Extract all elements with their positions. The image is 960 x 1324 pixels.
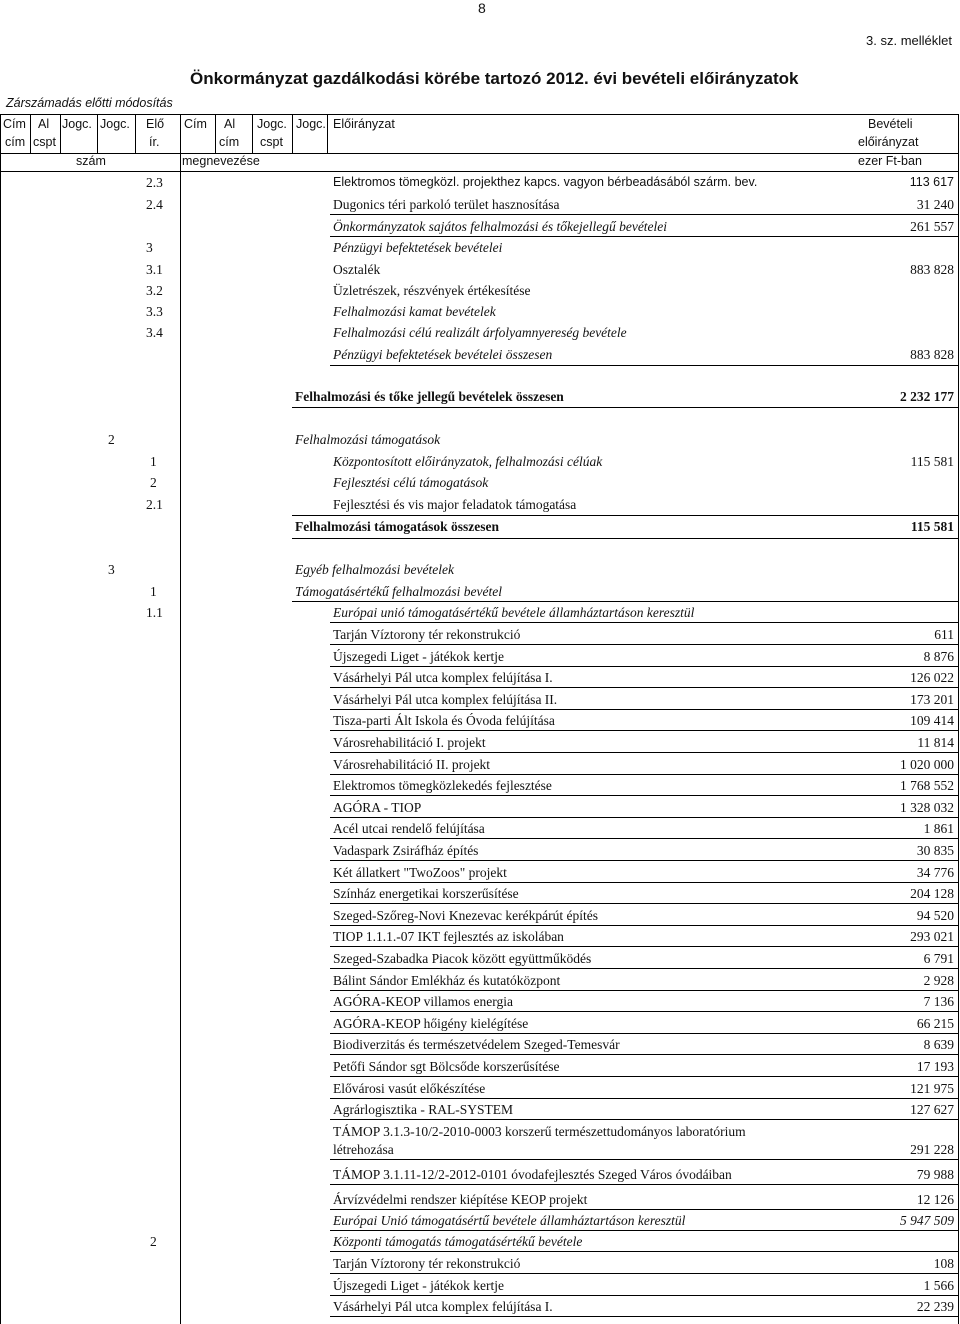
col-jogc-2: Jogc. bbox=[100, 117, 130, 131]
row-code: 3.3 bbox=[146, 304, 163, 319]
item-value: 115 581 bbox=[910, 454, 954, 469]
kozp-item-label: Vásárhelyi Pál utca komplex felújítása I. bbox=[333, 1299, 553, 1314]
divider bbox=[330, 946, 958, 947]
sub-code: 1 bbox=[150, 584, 157, 599]
project-value: 293 021 bbox=[910, 929, 954, 945]
kozp-item-value: 108 bbox=[933, 1256, 954, 1271]
section-code: 3 bbox=[108, 562, 115, 577]
divider bbox=[292, 515, 958, 516]
project-label: Szeged-Szőreg-Novi Knezevac kerékpárút építés bbox=[333, 907, 599, 923]
divider bbox=[330, 1230, 958, 1231]
project-value: 109 414 bbox=[910, 713, 954, 729]
col-megnevezese: megnevezése bbox=[182, 154, 260, 168]
divider bbox=[330, 687, 958, 688]
project-label: Vásárhelyi Pál utca komplex felújítása II. bbox=[333, 691, 558, 707]
page-number: 8 bbox=[478, 0, 486, 16]
row-label: Osztalék bbox=[333, 262, 381, 277]
row-code: 3.1 bbox=[146, 262, 163, 277]
project-value: 126 022 bbox=[910, 670, 954, 686]
divider bbox=[330, 774, 958, 775]
col-cim: Cím bbox=[3, 117, 26, 131]
divider bbox=[330, 1033, 958, 1034]
project-value: 2 928 bbox=[923, 972, 954, 988]
kozp-item-value: 1 566 bbox=[923, 1277, 954, 1293]
project-value: 12 126 bbox=[916, 1192, 954, 1207]
project-label: Városrehabilitáció I. projekt bbox=[333, 735, 486, 750]
row-label: Önkormányzatok sajátos felhalmozási és tőkejellegű bevételei bbox=[333, 219, 668, 234]
project-label: Agrárlogisztika - RAL-SYSTEM bbox=[333, 1102, 513, 1118]
divider bbox=[330, 1209, 958, 1210]
col-al: Al bbox=[38, 117, 50, 131]
project-value: 291 228 bbox=[910, 1142, 954, 1157]
col-szam: szám bbox=[76, 154, 106, 168]
row-label: Pénzügyi befektetések bevételei bbox=[333, 240, 503, 255]
project-label: TÁMOP 3.1.11-12/2-2012-0101 óvodafejlesztés Szeged Város óvodáiban bbox=[333, 1167, 732, 1182]
project-label: AGÓRA - TIOP bbox=[333, 799, 422, 815]
divider bbox=[330, 838, 958, 839]
project-label: TIOP 1.1.1.-07 IKT fejlesztés az iskolában bbox=[333, 929, 564, 945]
divider bbox=[330, 730, 958, 731]
divider bbox=[330, 968, 958, 969]
project-label: Petőfi Sándor sgt Bölcsőde korszerűsítése bbox=[333, 1059, 560, 1074]
project-value: 34 776 bbox=[916, 864, 954, 880]
project-label: AGÓRA-KEOP villamos energia bbox=[333, 994, 513, 1010]
project-value: 79 988 bbox=[916, 1167, 954, 1182]
divider bbox=[330, 709, 958, 710]
divider bbox=[330, 1316, 958, 1317]
eu-code: 1.1 bbox=[146, 605, 163, 620]
project-value: 1 861 bbox=[923, 821, 954, 837]
divider bbox=[330, 1119, 958, 1120]
divider bbox=[292, 601, 958, 602]
project-value: 8 876 bbox=[923, 648, 954, 664]
project-value: 1 768 552 bbox=[900, 778, 954, 794]
kozp-label: Központi támogatás támogatásértékű bevétele bbox=[333, 1234, 583, 1249]
divider bbox=[292, 407, 958, 408]
col-cspt-r: cspt bbox=[260, 135, 283, 149]
row-value: 31 240 bbox=[916, 197, 954, 212]
project-label: Bálint Sándor Emlékház és kutatóközpont bbox=[333, 972, 561, 988]
project-value: 6 791 bbox=[923, 951, 954, 966]
project-value: 1 020 000 bbox=[900, 756, 954, 772]
row-value: 113 617 bbox=[909, 175, 954, 189]
divider bbox=[330, 795, 958, 796]
row-code: 3.4 bbox=[146, 325, 163, 340]
divider bbox=[330, 882, 958, 883]
project-value: 7 136 bbox=[923, 994, 954, 1010]
divider bbox=[330, 622, 958, 623]
sub-label: Támogatásértékű felhalmozási bevétel bbox=[295, 584, 502, 599]
total-value: 2 232 177 bbox=[900, 389, 954, 404]
row-label: Elektromos tömegközl. projekthez kapcs. vagyon bérbeadásából szárm. bev. bbox=[333, 175, 758, 189]
project-label: Tarján Víztorony tér rekonstrukció bbox=[333, 627, 521, 642]
divider bbox=[330, 1076, 958, 1077]
col-al-r: Al bbox=[224, 117, 236, 131]
project-value: 173 201 bbox=[910, 691, 954, 707]
divider bbox=[330, 903, 958, 904]
project-label: Tisza-parti Ált Iskola és Óvoda felújítása bbox=[333, 713, 555, 729]
divider bbox=[330, 365, 958, 366]
project-value: 204 128 bbox=[910, 886, 954, 902]
row-code: 2.3 bbox=[146, 175, 163, 190]
item-code: 2 bbox=[150, 475, 157, 490]
col-cim-r2: cím bbox=[219, 135, 240, 149]
eu-label: Európai unió támogatásértékű bevétele államháztartáson keresztül bbox=[333, 605, 695, 620]
item-code: 1 bbox=[150, 454, 157, 469]
project-label: Színház energetikai korszerűsítése bbox=[333, 886, 519, 902]
col-jogc-1: Jogc. bbox=[62, 117, 92, 131]
project-value: 1 328 032 bbox=[900, 799, 954, 815]
project-value: 11 814 bbox=[917, 735, 954, 750]
kozp-item-label: Újszegedi Liget - játékok kertje bbox=[333, 1277, 504, 1293]
page-title: Önkormányzat gazdálkodási körébe tartozó 2012. évi bevételi előirányzatok bbox=[190, 69, 799, 88]
row-code: 2.4 bbox=[146, 197, 163, 212]
project-label: Elővárosi vasút előkészítése bbox=[333, 1080, 486, 1096]
project-value: 30 835 bbox=[916, 843, 954, 858]
support-total-value: 115 581 bbox=[910, 519, 954, 534]
item-label: Központosított előirányzatok, felhalmozási célúak bbox=[333, 454, 603, 469]
section-heading: Felhalmozási támogatások bbox=[295, 432, 441, 447]
row-code: 3 bbox=[146, 240, 153, 255]
divider bbox=[330, 752, 958, 753]
project-value: 121 975 bbox=[910, 1080, 954, 1096]
divider bbox=[330, 990, 958, 991]
divider bbox=[330, 817, 958, 818]
item-label: Fejlesztési és vis major feladatok támogatása bbox=[333, 497, 577, 512]
project-label: Városrehabilitáció II. projekt bbox=[333, 756, 491, 772]
project-label: Két állatkert "TwoZoos" projekt bbox=[333, 864, 507, 880]
project-label: Biodiverzitás és természetvédelem Szeged-Temesvár bbox=[333, 1037, 620, 1053]
col-jogc-r2: Jogc. bbox=[296, 117, 326, 131]
project-value: 66 215 bbox=[916, 1015, 954, 1031]
row-label: Dugonics téri parkoló terület hasznosítása bbox=[333, 197, 560, 212]
divider bbox=[330, 236, 958, 237]
row-value: 261 557 bbox=[910, 219, 954, 234]
divider bbox=[330, 644, 958, 645]
project-label: AGÓRA-KEOP hőigény kielégítése bbox=[333, 1015, 529, 1031]
row-label: Üzletrészek, részvények értékesítése bbox=[333, 283, 531, 298]
col-cim-2: cím bbox=[5, 135, 26, 149]
kozp-code: 2 bbox=[150, 1234, 157, 1249]
col-jogc-r1: Jogc. bbox=[257, 117, 287, 131]
kozp-item-label: Tarján Víztorony tér rekonstrukció bbox=[333, 1256, 521, 1271]
row-value: 883 828 bbox=[910, 262, 954, 277]
divider bbox=[330, 1159, 958, 1160]
row-label: Pénzügyi befektetések bevételei összesen bbox=[333, 347, 553, 362]
section-code: 2 bbox=[108, 432, 115, 447]
item-code: 2.1 bbox=[146, 497, 163, 512]
divider bbox=[330, 666, 958, 667]
col-ezer-ft: ezer Ft-ban bbox=[858, 154, 922, 168]
project-label: Szeged-Szabadka Piacok között együttműködés bbox=[333, 951, 592, 966]
divider bbox=[330, 925, 958, 926]
project-value: 611 bbox=[934, 627, 954, 642]
annex-label: 3. sz. melléklet bbox=[866, 33, 952, 48]
divider bbox=[330, 1251, 958, 1252]
col-beveteli: Bevételi bbox=[868, 117, 913, 131]
page-subtitle: Zárszámadás előtti módosítás bbox=[6, 96, 173, 110]
divider bbox=[330, 1295, 958, 1296]
col-eloiranyzat-2: előirányzat bbox=[858, 135, 919, 149]
col-elo: Elő bbox=[146, 117, 165, 131]
support-total-label: Felhalmozási támogatások összesen bbox=[295, 519, 499, 534]
divider bbox=[330, 214, 958, 215]
project-label: Vadaspark Zsiráfház építés bbox=[333, 843, 479, 858]
project-value: 94 520 bbox=[916, 907, 954, 923]
project-value: 17 193 bbox=[916, 1059, 954, 1074]
project-label: Elektromos tömegközlekedés fejlesztése bbox=[333, 778, 552, 794]
project-value: 8 639 bbox=[923, 1037, 954, 1053]
row-label: Felhalmozási célú realizált árfolyamnyereség bevétele bbox=[333, 325, 627, 340]
item-label: Fejlesztési célú támogatások bbox=[333, 475, 489, 490]
col-ir: ír. bbox=[149, 135, 160, 149]
divider bbox=[330, 1098, 958, 1099]
divider bbox=[330, 1184, 958, 1185]
row-label: Felhalmozási kamat bevételek bbox=[333, 304, 496, 319]
kozp-item-value: 22 239 bbox=[916, 1299, 954, 1314]
eu-total-value: 5 947 509 bbox=[900, 1213, 954, 1228]
project-value: 127 627 bbox=[910, 1102, 954, 1118]
project-label: Újszegedi Liget - játékok kertje bbox=[333, 648, 504, 664]
total-label: Felhalmozási és tőke jellegű bevételek összesen bbox=[295, 389, 564, 404]
col-eloiranyzat: Előirányzat bbox=[333, 117, 395, 131]
col-cim-r: Cím bbox=[184, 117, 207, 131]
divider bbox=[330, 1054, 958, 1055]
divider bbox=[330, 1011, 958, 1012]
section-heading: Egyéb felhalmozási bevételek bbox=[295, 562, 454, 577]
col-cspt: cspt bbox=[33, 135, 56, 149]
row-value: 883 828 bbox=[910, 347, 954, 362]
project-label: Árvízvédelmi rendszer kiépítése KEOP projekt bbox=[333, 1192, 588, 1207]
project-label: Acél utcai rendelő felújítása bbox=[333, 821, 485, 837]
eu-total-label: Európai Unió támogatásértű bevétele államháztartáson keresztül bbox=[333, 1213, 686, 1228]
project-label: Vásárhelyi Pál utca komplex felújítása I. bbox=[333, 670, 553, 686]
divider bbox=[330, 1273, 958, 1274]
row-code: 3.2 bbox=[146, 283, 163, 298]
divider bbox=[330, 860, 958, 861]
divider bbox=[292, 538, 958, 539]
project-label: létrehozása bbox=[333, 1142, 394, 1157]
project-label: TÁMOP 3.1.3-10/2-2010-0003 korszerű természettudományos laboratórium bbox=[333, 1124, 746, 1139]
